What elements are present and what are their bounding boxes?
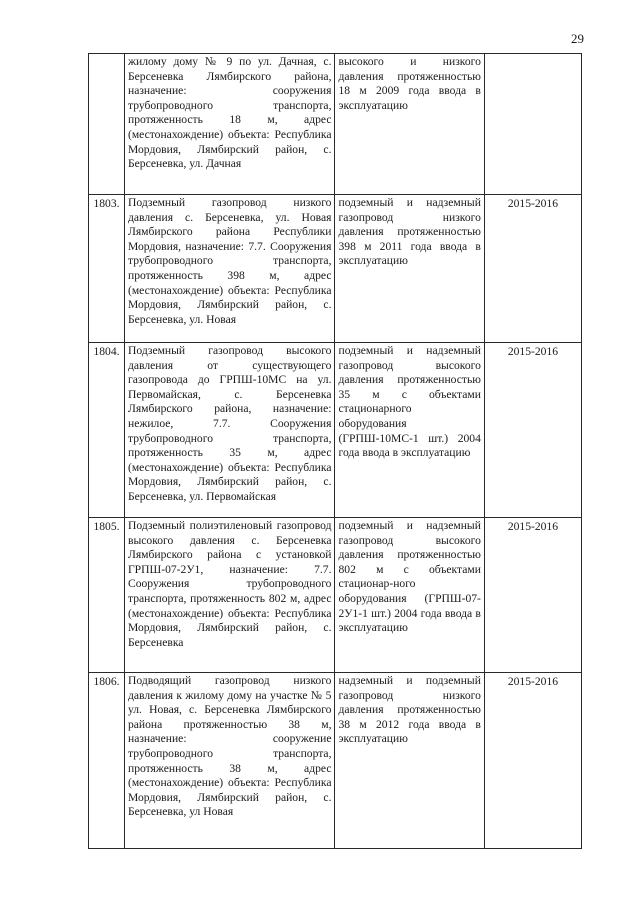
row-number: 1806. (89, 673, 125, 849)
table-row (89, 54, 582, 195)
object-description: Подземный полиэтиленовый газопровод высокого давления с. Берсеневка Лямбирского района с установкой ГРПШ-07-2У1, назначение: 7.7. Сооружения трубопроводного транспорта, протяженность 802 м, адрес (местонахождение) объекта: Республика Мордовия, Лямбирский район, с. Берсеневка (124, 518, 335, 673)
privatization-period: 2015-2016 (484, 195, 581, 343)
table-row (89, 518, 582, 673)
property-table (88, 53, 582, 849)
object-characteristics: подземный и надземный газопровод высокого давления протяженностью 802 м с объектами стационар-ного оборудования (ГРПШ-07-2У1-1 шт.) 2004 года ввода в эксплуатацию (335, 518, 484, 673)
row-number: 1804. (89, 343, 125, 518)
table-row (89, 195, 582, 343)
object-characteristics: подземный и надземный газопровод низкого давления протяженностью 398 м 2011 года ввода в эксплуатацию (335, 195, 484, 343)
table-row (89, 673, 582, 849)
row-number: 1803. (89, 195, 125, 343)
table-row (89, 343, 582, 518)
object-description: Подводящий газопровод низкого давления к жилому дому на участке № 5 ул. Новая, с. Берсеневка Лямбирского района протяженностью 38 м, назначение: сооружение трубопроводного транспорта, протяженность 38 м, адрес (местонахождение) объекта: Республика Мордовия, Лямбирский район, с. Берсеневка, ул Новая (124, 673, 335, 849)
row-number (89, 54, 125, 195)
privatization-period: 2015-2016 (484, 343, 581, 518)
privatization-period (484, 54, 581, 195)
page-number: 29 (571, 31, 584, 46)
object-description: Подземный газопровод высокого давления от существующего газопровода до ГРПШ-10МС на ул. Первомайская, с. Берсеневка Лямбирского района, назначение: нежилое, 7.7. Сооружения трубопроводного транспорта, протяженность 35 м, адрес (местонахождение) объекта: Республика Мордовия, Лямбирский район, с. Берсеневка, ул. Первомайская (124, 343, 335, 518)
object-characteristics: высокого и низкого давления протяженностью 18 м 2009 года ввода в эксплуатацию (335, 54, 484, 195)
row-number: 1805. (89, 518, 125, 673)
privatization-period: 2015-2016 (484, 673, 581, 849)
object-characteristics: подземный и надземный газопровод высокого давления протяженностью 35 м с объектами стационарного оборудования (ГРПШ-10МС-1 шт.) 2004 года ввода в эксплуатацию (335, 343, 484, 518)
object-description: Подземный газопровод низкого давления с. Берсеневка, ул. Новая Лямбирского района Республики Мордовия, назначение: 7.7. Сооружения трубопроводного транспорта, протяженность 398 м, адрес (местонахождение) объекта: Республика Мордовия, Лямбирский район, с. Берсеневка, ул. Новая (124, 195, 335, 343)
object-description: жилому дому № 9 по ул. Дачная, с. Берсеневка Лямбирского района, назначение: сооружения трубопроводного транспорта, протяженность 18 м, адрес (местонахождение) объекта: Республика Мордовия, Лямбирский район, с. Берсеневка, ул. Дачная (124, 54, 335, 195)
object-characteristics: надземный и подземный газопровод низкого давления протяженностью 38 м 2012 года ввода в эксплуатацию (335, 673, 484, 849)
privatization-period: 2015-2016 (484, 518, 581, 673)
